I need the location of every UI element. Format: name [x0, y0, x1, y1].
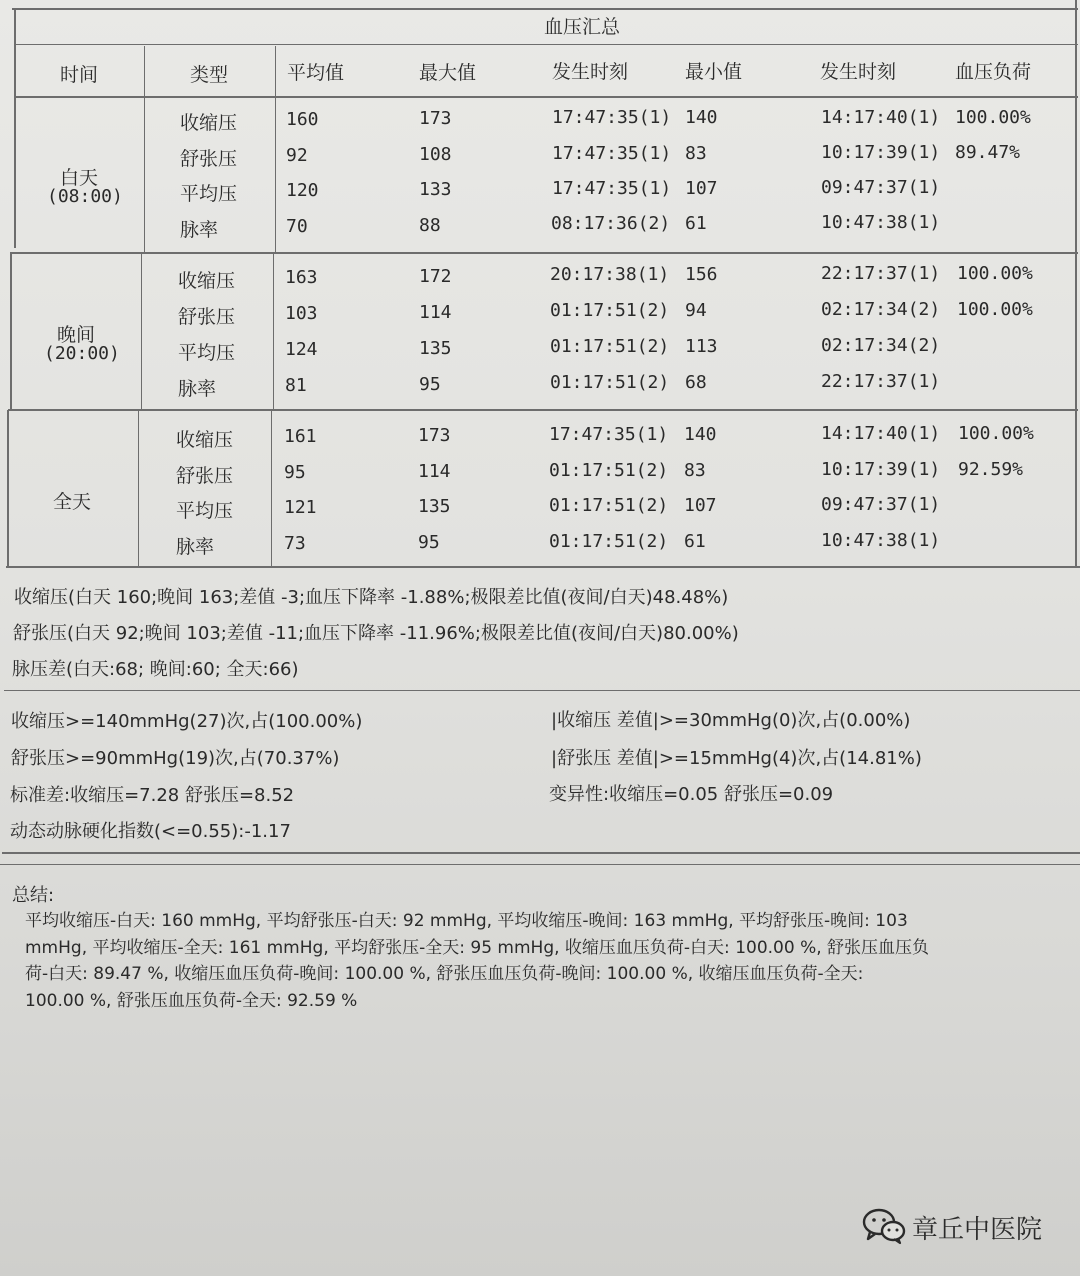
- table-title: 血压汇总: [544, 16, 621, 38]
- cell-avg: 73: [284, 533, 306, 554]
- group-label-night: 晚间: [57, 324, 96, 346]
- cell-avg: 163: [285, 267, 318, 288]
- stat-arterial-stiffness: 动态动脉硬化指数(<=0.55):-1.17: [10, 821, 291, 842]
- cell-min-time: 22:17:37(1): [821, 371, 941, 392]
- cell-min-time: 10:17:39(1): [821, 142, 941, 163]
- cell-type: 舒张压: [176, 465, 234, 487]
- col-divider-time-a: [144, 46, 145, 252]
- stat-diastolic-count: 舒张压>=90mmHg(19)次,占(70.37%): [11, 748, 340, 769]
- group-sublabel-night: (20:00): [44, 343, 120, 364]
- stats-divider: [2, 852, 1080, 854]
- group-divider-1: [10, 252, 1078, 254]
- cell-max: 133: [419, 179, 452, 200]
- cell-max: 173: [418, 425, 451, 446]
- cell-type: 收缩压: [176, 429, 234, 451]
- cell-max: 135: [419, 338, 452, 359]
- cell-min: 140: [685, 107, 718, 128]
- header-time: 时间: [60, 64, 99, 86]
- analysis-systolic: 收缩压(白天 160;晚间 163;差值 -3;血压下降率 -1.88%;极限差比值(夜间/白天)48.48%): [14, 587, 729, 608]
- cell-min-time: 10:17:39(1): [821, 459, 941, 480]
- cell-type: 平均压: [178, 342, 236, 364]
- group-sublabel-day: (08:00): [47, 186, 123, 207]
- cell-type: 收缩压: [178, 270, 236, 292]
- summary-line: 平均收缩压-白天: 160 mmHg, 平均舒张压-白天: 92 mmHg, 平均收缩压-晚间: 163 mmHg, 平均舒张压-晚间: 103: [25, 911, 908, 931]
- cell-min-time: 02:17:34(2): [821, 299, 941, 320]
- cell-max-time: 01:17:51(2): [550, 336, 670, 357]
- cell-load: 100.00%: [958, 423, 1034, 444]
- cell-max: 135: [418, 496, 451, 517]
- cell-load: 100.00%: [955, 107, 1031, 128]
- col-divider-type-b: [273, 252, 274, 409]
- cell-min-time: 10:47:38(1): [821, 212, 941, 233]
- stat-std-dev: 标准差:收缩压=7.28 舒张压=8.52: [10, 785, 295, 806]
- cell-max-time: 01:17:51(2): [549, 531, 669, 552]
- summary-line: mmHg, 平均收缩压-全天: 161 mmHg, 平均舒张压-全天: 95 mmHg, 收缩压血压负荷-白天: 100.00 %, 舒张压血压负: [25, 938, 930, 958]
- cell-load: 89.47%: [955, 142, 1021, 163]
- header-type: 类型: [190, 64, 229, 86]
- header-max: 最大值: [419, 62, 477, 84]
- cell-max-time: 17:47:35(1): [552, 107, 672, 128]
- cell-load: 100.00%: [957, 299, 1033, 320]
- cell-min: 61: [684, 531, 706, 552]
- cell-min-time: 22:17:37(1): [821, 263, 941, 284]
- stat-variability: 变异性:收缩压=0.05 舒张压=0.09: [549, 784, 834, 805]
- stat-systolic-count: 收缩压>=140mmHg(27)次,占(100.00%): [11, 711, 363, 732]
- stat-systolic-diff: |收缩压 差值|>=30mmHg(0)次,占(0.00%): [551, 710, 911, 731]
- left-border-2: [10, 254, 12, 410]
- summary-divider: [0, 864, 1080, 865]
- cell-max: 173: [419, 108, 452, 129]
- cell-max-time: 01:17:51(2): [550, 300, 670, 321]
- cell-max-time: 01:17:51(2): [549, 495, 669, 516]
- cell-max-time: 20:17:38(1): [550, 264, 670, 285]
- header-min-time: 发生时刻: [820, 61, 897, 83]
- col-divider-time-c: [138, 409, 139, 566]
- group-divider-2: [8, 409, 1078, 411]
- cell-avg: 160: [286, 109, 319, 130]
- col-divider-type-c: [271, 409, 272, 566]
- header-load: 血压负荷: [955, 61, 1032, 83]
- cell-min: 107: [685, 178, 718, 199]
- analysis-diastolic: 舒张压(白天 92;晚间 103;差值 -11;血压下降率 -11.96%;极限差比值(夜间/白天)80.00%): [13, 623, 739, 644]
- cell-avg: 120: [286, 180, 319, 201]
- header-min: 最小值: [685, 61, 743, 83]
- cell-min: 156: [685, 264, 718, 285]
- stat-diastolic-diff: |舒张压 差值|>=15mmHg(4)次,占(14.81%): [551, 748, 922, 769]
- col-divider-type-a: [275, 46, 276, 252]
- cell-avg: 161: [284, 426, 317, 447]
- header-avg: 平均值: [287, 62, 345, 84]
- header-max-time: 发生时刻: [552, 61, 629, 83]
- summary-heading: 总结:: [12, 885, 55, 906]
- cell-min: 113: [685, 336, 718, 357]
- cell-avg: 81: [285, 375, 307, 396]
- table-top-border: [12, 8, 1078, 10]
- analysis-pulse-pressure: 脉压差(白天:68; 晚间:60; 全天:66): [12, 659, 299, 680]
- table-bottom-border: [6, 566, 1080, 568]
- cell-max: 88: [419, 215, 441, 236]
- right-border: [1075, 0, 1077, 568]
- cell-max-time: 01:17:51(2): [550, 372, 670, 393]
- cell-min-time: 02:17:34(2): [821, 335, 941, 356]
- header-divider: [14, 96, 1078, 98]
- watermark-text: 章丘中医院: [912, 1215, 1043, 1245]
- cell-min: 83: [684, 460, 706, 481]
- cell-min: 94: [685, 300, 707, 321]
- cell-max: 172: [419, 266, 452, 287]
- analysis-divider: [4, 690, 1080, 691]
- cell-avg: 70: [286, 216, 308, 237]
- cell-type: 脉率: [178, 378, 217, 400]
- group-label-all: 全天: [53, 491, 92, 513]
- cell-min-time: 10:47:38(1): [821, 530, 941, 551]
- col-divider-time-b: [141, 252, 142, 409]
- cell-type: 舒张压: [178, 306, 236, 328]
- cell-max: 95: [419, 374, 441, 395]
- cell-avg: 124: [285, 339, 318, 360]
- cell-min-time: 09:47:37(1): [821, 177, 941, 198]
- cell-min: 61: [685, 213, 707, 234]
- cell-max: 114: [418, 461, 451, 482]
- cell-max-time: 08:17:36(2): [551, 213, 671, 234]
- cell-max-time: 17:47:35(1): [552, 178, 672, 199]
- cell-max-time: 17:47:35(1): [549, 424, 669, 445]
- title-divider: [14, 44, 1078, 45]
- group-label-day: 白天: [60, 167, 99, 189]
- cell-type: 脉率: [180, 219, 219, 241]
- cell-avg: 95: [284, 462, 306, 483]
- cell-avg: 121: [284, 497, 317, 518]
- cell-min-time: 09:47:37(1): [821, 494, 941, 515]
- summary-line: 荷-白天: 89.47 %, 收缩压血压负荷-晚间: 100.00 %, 舒张压血压负荷-晚间: 100.00 %, 收缩压血压负荷-全天:: [25, 964, 864, 984]
- cell-max: 108: [419, 144, 452, 165]
- cell-max-time: 17:47:35(1): [552, 143, 672, 164]
- cell-min: 140: [684, 424, 717, 445]
- cell-avg: 92: [286, 145, 308, 166]
- left-border-3: [7, 410, 9, 566]
- cell-type: 舒张压: [180, 148, 238, 170]
- cell-max-time: 01:17:51(2): [549, 460, 669, 481]
- cell-min-time: 14:17:40(1): [821, 423, 941, 444]
- left-border-1: [14, 8, 16, 248]
- cell-type: 收缩压: [180, 112, 238, 134]
- cell-type: 脉率: [176, 536, 215, 558]
- cell-max: 95: [418, 532, 440, 553]
- cell-max: 114: [419, 302, 452, 323]
- cell-min: 83: [685, 143, 707, 164]
- cell-min: 107: [684, 495, 717, 516]
- summary-line: 100.00 %, 舒张压血压负荷-全天: 92.59 %: [25, 991, 358, 1011]
- cell-min-time: 14:17:40(1): [821, 107, 941, 128]
- cell-load: 92.59%: [958, 459, 1024, 480]
- cell-type: 平均压: [176, 500, 234, 522]
- cell-min: 68: [685, 372, 707, 393]
- cell-avg: 103: [285, 303, 318, 324]
- wechat-icon: [862, 1206, 908, 1246]
- cell-type: 平均压: [180, 183, 238, 205]
- cell-load: 100.00%: [957, 263, 1033, 284]
